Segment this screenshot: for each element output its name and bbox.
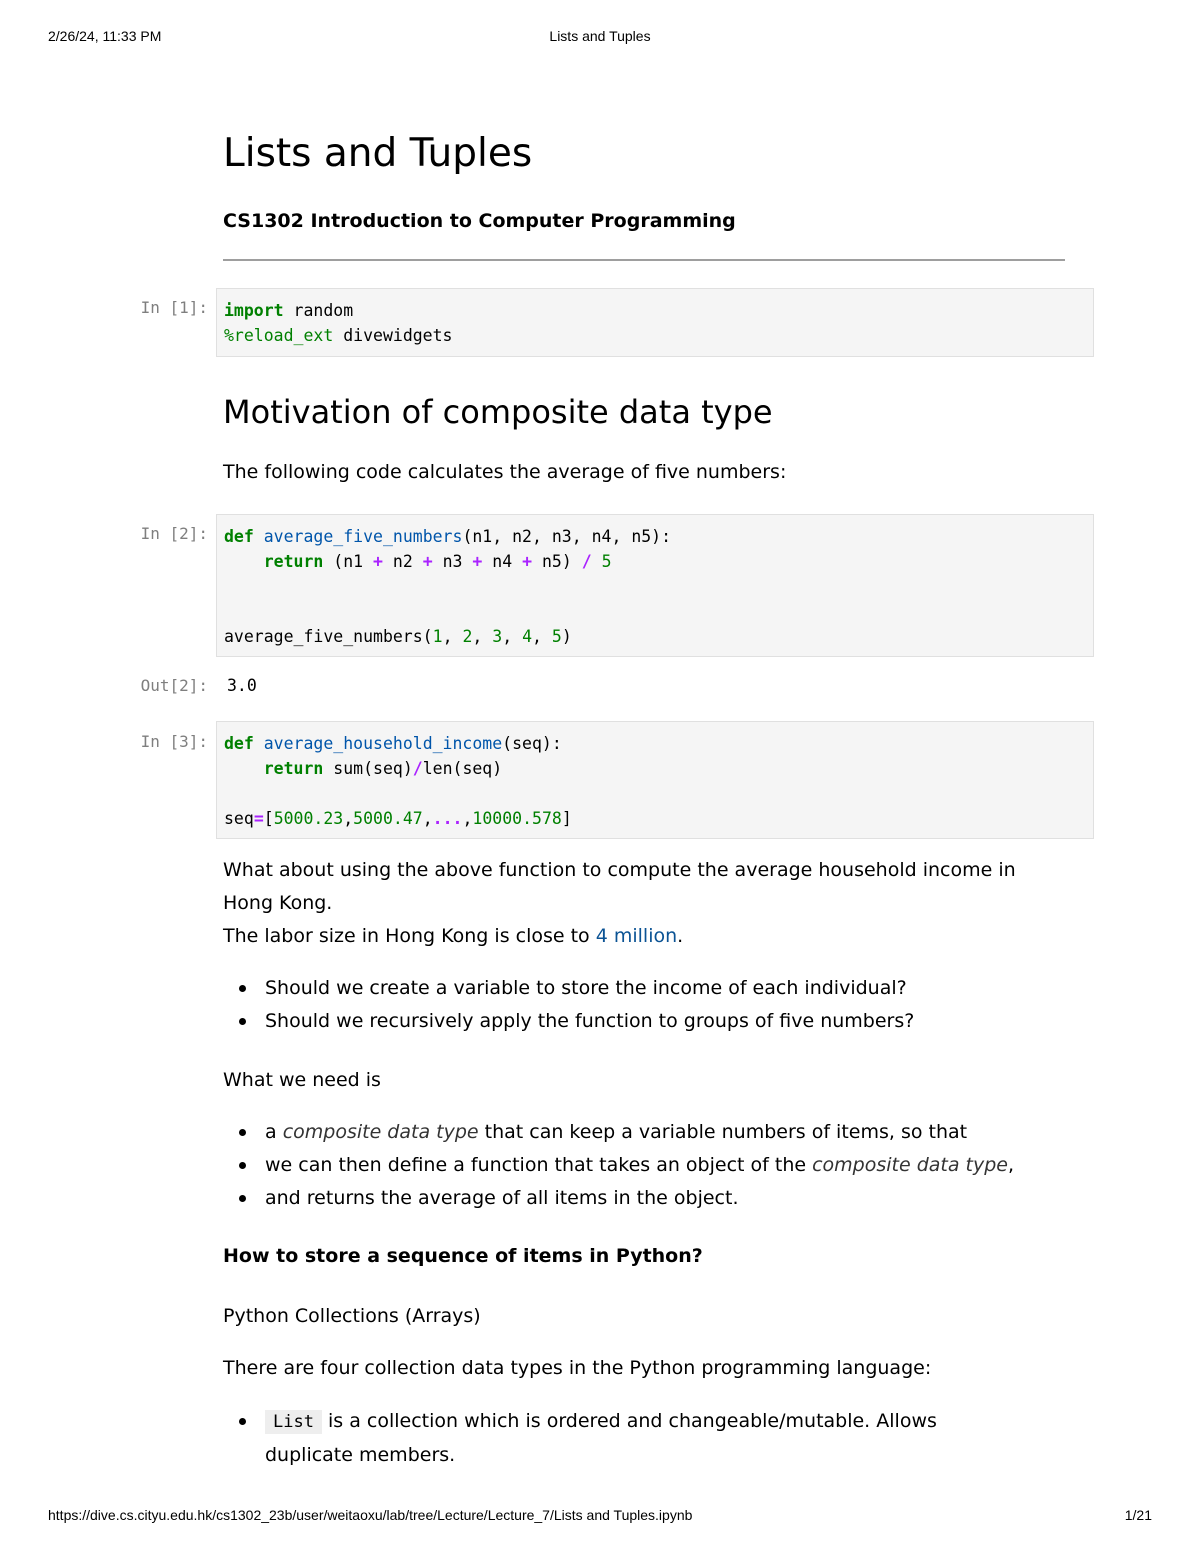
- list-item: Should we recursively apply the function to groups of five numbers?: [223, 1005, 914, 1038]
- collections-heading: Python Collections (Arrays): [223, 1305, 481, 1327]
- cell-2-out-prompt: Out[2]:: [140, 676, 208, 695]
- what-we-need: What we need is: [223, 1069, 381, 1091]
- cell-3-prompt: In [3]:: [140, 732, 208, 751]
- list-item: Should we create a variable to store the income of each individual?: [223, 972, 914, 1005]
- cell-1-prompt: In [1]:: [140, 298, 208, 317]
- list-code: List: [265, 1410, 322, 1434]
- divider: [223, 259, 1065, 261]
- course-subtitle: CS1302 Introduction to Computer Programming: [223, 210, 736, 232]
- code-cell-1[interactable]: [216, 288, 1094, 357]
- print-footer: [48, 1507, 1152, 1527]
- question-list: [223, 972, 914, 1038]
- list-item: List is a collection which is ordered and changeable/mutable. Allows duplicate members.: [223, 1405, 1023, 1472]
- code-cell-3-source[interactable]: def average_household_income(seq): return sum(seq)/len(seq) seq=[5000.23,5000.47,...,10000.578]: [224, 734, 572, 828]
- paragraph-labor: The labor size in Hong Kong is close to 4 million.: [223, 925, 684, 947]
- code-cell-3[interactable]: [216, 721, 1094, 839]
- cell-2-output: 3.0: [227, 676, 257, 695]
- list-item: we can then define a function that takes an object of the composite data type,: [223, 1149, 1014, 1182]
- print-datetime: 2/26/24, 11:33 PM: [48, 28, 162, 44]
- four-types-text: There are four collection data types in the Python programming language:: [223, 1357, 932, 1379]
- code-cell-1-source[interactable]: import random %reload_ext divewidgets: [224, 301, 453, 345]
- print-title: Lists and Tuples: [549, 28, 651, 44]
- code-cell-2[interactable]: [216, 514, 1094, 657]
- need-list: [223, 1116, 1014, 1215]
- cell-2-prompt: In [2]:: [140, 524, 208, 543]
- question-heading: How to store a sequence of items in Python?: [223, 1245, 703, 1267]
- labor-size-link[interactable]: 4 million: [595, 925, 678, 947]
- list-item: and returns the average of all items in the object.: [223, 1182, 1014, 1215]
- collection-types-list: [223, 1405, 1023, 1472]
- paragraph-household: What about using the above function to compute the average household income in Hong Kong.: [223, 859, 1016, 914]
- code-cell-2-source[interactable]: def average_five_numbers(n1, n2, n3, n4, n5): return (n1 + n2 + n3 + n4 + n5) / 5 average_five_numbers(1, 2, 3, 4, 5): [224, 527, 672, 646]
- intro-text: The following code calculates the average of five numbers:: [223, 461, 787, 483]
- print-page-number: 1/21: [1124, 1507, 1152, 1523]
- section-heading: Motivation of composite data type: [223, 393, 773, 431]
- list-item: a composite data type that can keep a variable numbers of items, so that: [223, 1116, 1014, 1149]
- print-header: [48, 28, 1152, 48]
- page-title: Lists and Tuples: [223, 131, 533, 176]
- print-url: https://dive.cs.cityu.edu.hk/cs1302_23b/user/weitaoxu/lab/tree/Lecture/Lecture_7/Lists and Tuples.ipynb: [48, 1507, 693, 1523]
